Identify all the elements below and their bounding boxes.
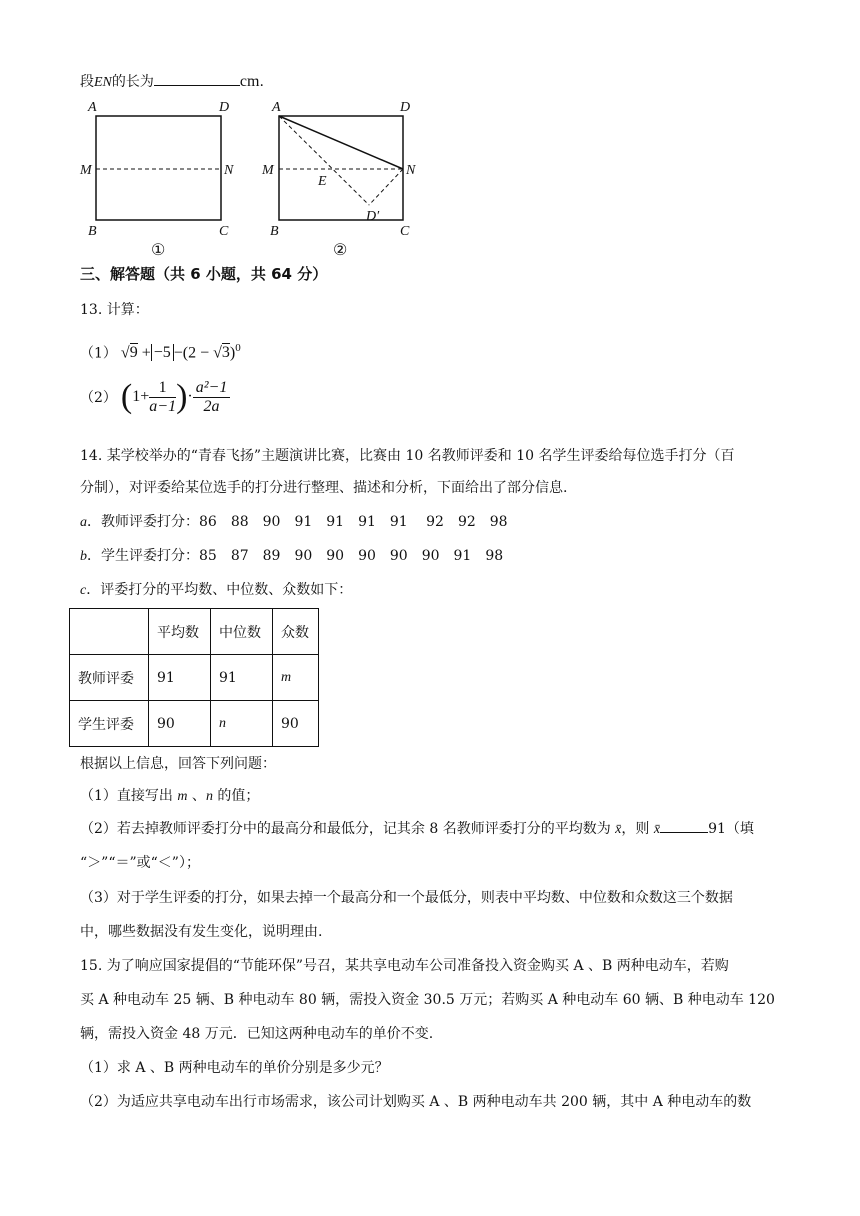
q14-info-b xyxy=(80,546,503,567)
q14-part3-1: （3）对于学生评委的打分，如果去掉一个最高分和一个最低分，则表中平均数、中位数和众数这三个数据 xyxy=(80,890,733,906)
q13-part2: （2） (1+ $\frac{1}{a-1}$ )· $\frac{\text{a²−1}}{2a}$ xyxy=(80,378,230,428)
q13-p1-sqrt: 9 xyxy=(129,344,138,362)
q13-p2-num1: 1 xyxy=(149,379,176,398)
table-cell: 90 xyxy=(273,701,319,747)
fig2-label-M: M xyxy=(262,163,274,178)
fig2-rectangle xyxy=(279,116,403,220)
table-header-row xyxy=(70,609,319,655)
table-cell: 90 xyxy=(149,701,211,747)
fraction xyxy=(149,379,176,416)
fig2-label-D: D xyxy=(400,100,411,115)
q13-p1-label: （1） xyxy=(80,345,117,362)
fig1-label-A: A xyxy=(88,100,97,115)
q13-part1: （1） $√9 + -5 -(2 - √3)^0$ xyxy=(80,342,241,362)
q13-p1-sqrt3: 3 xyxy=(221,344,230,362)
table-cell: 91 xyxy=(211,655,273,701)
q15-part2: （2）为适应共享电动车出行市场需求，该公司计划购买 A 、B 两种电动车共 200 辆，其中 A 种电动车的数 xyxy=(80,1094,752,1110)
q13-p2-den1: a−1 xyxy=(149,397,177,415)
q14-after-table: 根据以上信息，回答下列问题： xyxy=(80,756,276,772)
fig2-segment-ND-prime xyxy=(369,169,403,205)
q14-a-text: ．教师评委打分：86 88 90 91 91 91 91 92 92 98 xyxy=(87,514,508,530)
q14-c-label: c xyxy=(80,583,87,598)
sqrt-sign: √ xyxy=(213,344,222,362)
fig1-rectangle xyxy=(96,116,221,220)
table-cell: 众数 xyxy=(273,609,319,655)
fig2-label-A: A xyxy=(272,100,281,115)
q12-answer-blank[interactable] xyxy=(154,85,240,86)
fig1-label-B: B xyxy=(88,224,97,239)
fig1-number: ① xyxy=(151,242,166,259)
fig2-label-C: C xyxy=(400,224,410,239)
q14-info-a xyxy=(80,512,508,533)
fig1-label-D: D xyxy=(219,100,230,115)
q13-p2-num2: a²−1 xyxy=(193,379,231,398)
table-cell: n xyxy=(211,701,273,747)
fig2-segment-AD-prime xyxy=(279,116,369,205)
fraction xyxy=(193,379,231,416)
q12-mid: 的长为 xyxy=(111,74,154,90)
q14-info-c xyxy=(80,580,352,601)
q15-stem-1: 15. 为了响应国家提倡的“节能环保”号召，某共享电动车公司准备投入资金购买 A 、B 两种电动车，若购 xyxy=(80,958,729,974)
fig2-segment-AN xyxy=(279,116,403,169)
fig2-label-B: B xyxy=(270,224,279,239)
q14-b-text: ．学生评委打分：85 87 89 90 90 90 90 90 91 98 xyxy=(87,548,504,564)
q14-stem-2: 分制），对评委给某位选手的打分进行整理、描述和分析，下面给出了部分信息. xyxy=(80,480,568,496)
q14-c-text: ．评委打分的平均数、中位数、众数如下： xyxy=(86,582,353,598)
q14-a-label: a xyxy=(80,515,87,530)
table-row xyxy=(70,701,319,747)
table-cell: 学生评委 xyxy=(70,701,149,747)
q12-prefix: 段 xyxy=(80,74,94,90)
q13-p1-abs: −5 xyxy=(151,344,174,361)
fig2-label-N: N xyxy=(406,163,416,178)
q15-stem-3: 辆，需投入资金 48 万元．已知这两种电动车的单价不变. xyxy=(80,1026,434,1042)
table-row xyxy=(70,655,319,701)
table-cell: m xyxy=(273,655,319,701)
q14-stats-table xyxy=(69,608,319,747)
table-cell xyxy=(70,609,149,655)
q12-end: . xyxy=(259,74,264,90)
section3-heading: 三、解答题（共 6 小题，共 64 分） xyxy=(80,265,328,283)
table-cell: 平均数 xyxy=(149,609,211,655)
fig1-label-N: N xyxy=(224,163,234,178)
q15-stem-2: 买 A 种电动车 25 辆、B 种电动车 80 辆，需投入资金 30.5 万元；若购买 A 种电动车 60 辆、B 种电动车 120 xyxy=(80,992,775,1008)
q13-p2-label: （2） xyxy=(80,390,117,406)
q12-segment: EN xyxy=(94,75,112,90)
fig1-label-M: M xyxy=(80,163,92,178)
table-cell: 91 xyxy=(149,655,211,701)
fig2-label-E: E xyxy=(318,174,327,189)
q14-part2-cont: “＞”“＝”或“＜”）； xyxy=(80,855,200,871)
q14-stem-1: 14. 某学校举办的“青春飞扬”主题演讲比赛，比赛由 10 名教师评委和 10 名学生评委给每位选手打分（百 xyxy=(80,448,735,464)
q13-p2-den2: 2a xyxy=(203,397,220,415)
q14-b-label: b xyxy=(80,549,87,564)
q13-stem: 13. 计算： xyxy=(80,302,149,318)
fig2-number: ② xyxy=(333,242,348,259)
q14-part3-2: 中，哪些数据没有发生变化，说明理由. xyxy=(80,924,323,940)
fig2-label-D-prime: D′ xyxy=(366,209,380,224)
fig1-label-C: C xyxy=(219,224,229,239)
q14-p2-answer-blank[interactable] xyxy=(660,832,708,833)
q13-p2-dot: · xyxy=(187,388,193,405)
q13-p1-exponent: 0 xyxy=(235,342,241,354)
q14-part1: （1）直接写出 m 、n 的值； xyxy=(80,788,260,804)
q15-part1: （1）求 A 、B 两种电动车的单价分别是多少元？ xyxy=(80,1060,389,1076)
q13-p2-one: 1+ xyxy=(132,388,150,405)
table-cell: 中位数 xyxy=(211,609,273,655)
q14-part2: （2）若去掉教师评委打分中的最高分和最低分，记其余 8 名教师评委打分的平均数为 x̄，则 x̄ 91（填 xyxy=(80,821,754,837)
q12-unit: cm xyxy=(239,73,260,90)
q13-p1-close: ) xyxy=(229,344,236,362)
q12-answer-line xyxy=(80,72,264,93)
q12-figures xyxy=(0,92,860,262)
sqrt-sign: √ xyxy=(120,344,130,362)
q13-p1-rest: −(2 − xyxy=(173,344,214,362)
table-cell: 教师评委 xyxy=(70,655,149,701)
